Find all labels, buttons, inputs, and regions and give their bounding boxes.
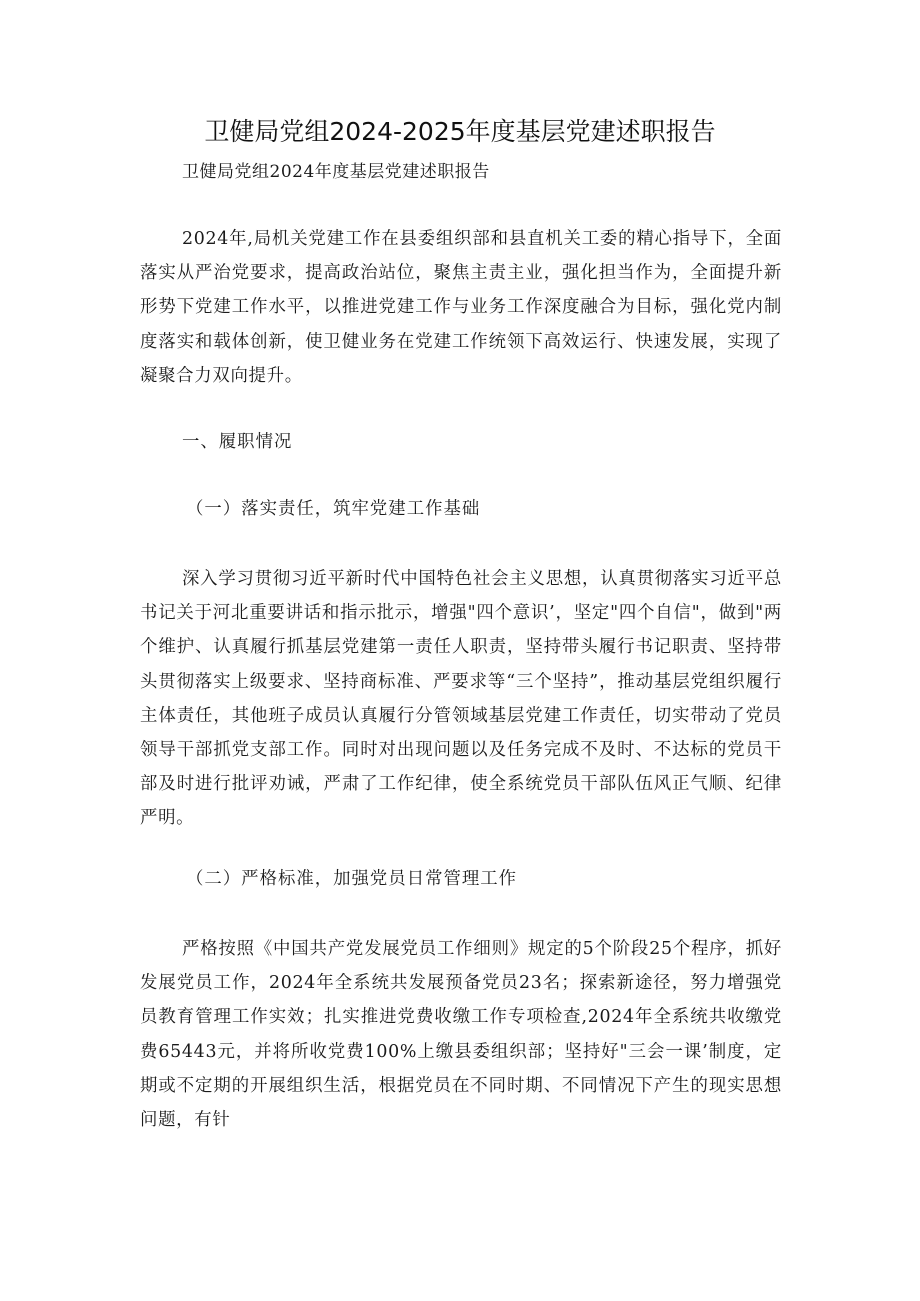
document-title: 卫健局党组2024-2025年度基层党建述职报告 bbox=[204, 117, 716, 146]
section-heading: 一、履职情况 bbox=[182, 432, 293, 452]
intro-paragraph: 2024年,局机关党建工作在县委组织部和县直机关工委的精心指导下，全面落实从严治党要求，提高政治站位，聚焦主责主业，强化担当作为，全面提升新形势下党建工作水平，以推进党建工作与业务工作深度融合为目标，强化党内制度落实和载体创新，使卫健业务在党建工作统领下高效运行、快速发展，实现了凝聚合力双向提升。 bbox=[140, 229, 782, 386]
document-subtitle: 卫健局党组2024年度基层党建述职报告 bbox=[182, 162, 490, 182]
subsection-paragraph-2: 严格按照《中国共产党发展党员工作细则》规定的5个阶段25个程序，抓好发展党员工作，2024年全系统共发展预备党员23名；探索新途径，努力增强党员教育管理工作实效；扎实推进党费收缴工作专项检查,2024年全系统共收缴党费65443元，并将所收党费100%上缴县委组织部；坚持好"三会一课’制度，定期或不定期的开展组织生活，根据党员在不同时期、不同情况下产生的现实思想问题，有针 bbox=[140, 939, 782, 1131]
subsection-heading-2: （二）严格标准，加强党员日常管理工作 bbox=[186, 869, 518, 889]
subsection-paragraph-1: 深入学习贯彻习近平新时代中国特色社会主义思想，认真贯彻落实习近平总书记关于河北重要讲话和指示批示，增强"四个意识’，坚定"四个自信"，做到"两个维护、认真履行抓基层党建第一责任人职责，坚持带头履行书记职责、坚持带头贯彻落实上级要求、坚持商标准、严要求等“三个坚持”，推动基层党组织履行主体责任，其他班子成员认真履行分管领域基层党建工作责任，切实带动了党员领导干部抓党支部工作。同时对出现问题以及任务完成不及时、不达标的党员干部及时进行批评劝诫，严肃了工作纪律，使全系统党员干部队伍风正气顺、纪律严明。 bbox=[140, 569, 782, 829]
subsection-heading-1: （一）落实责任，筑牢党建工作基础 bbox=[186, 499, 481, 519]
